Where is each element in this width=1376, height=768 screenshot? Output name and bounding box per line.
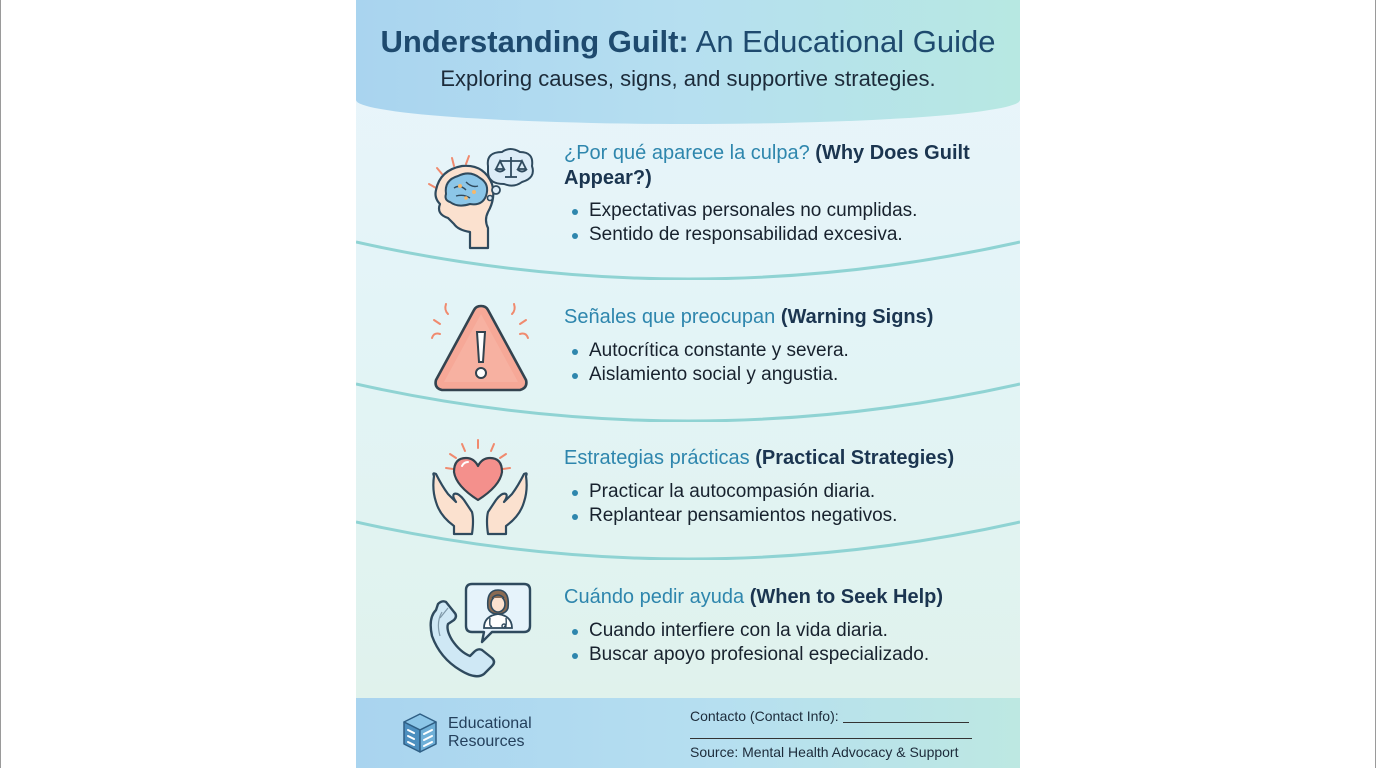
- list-item: Sentido de responsabilidad excesiva.: [564, 223, 917, 247]
- section-why-guilt: [356, 124, 1020, 252]
- list-item: Autocrítica constante y severa.: [564, 339, 849, 363]
- page-edge-left: [0, 0, 1, 768]
- bullet-list: [564, 339, 849, 387]
- bullet-list: [564, 619, 929, 667]
- list-item: Replantear pensamientos negativos.: [564, 504, 897, 528]
- section-title-es: Estrategias prácticas: [564, 447, 750, 469]
- section-title-es: Cuándo pedir ayuda: [564, 586, 745, 608]
- list-item: Aislamiento social y angustia.: [564, 363, 849, 387]
- section-title: [564, 585, 994, 610]
- section-title: [564, 446, 994, 471]
- page-title: [356, 24, 1020, 60]
- section-title-en: (Practical Strategies): [755, 447, 955, 469]
- section-title: [564, 141, 994, 191]
- section-divider: [356, 520, 1020, 560]
- list-item: Practicar la autocompasión diaria.: [564, 480, 897, 504]
- section-divider: [356, 240, 1020, 280]
- head-with-scale-thought-icon: [426, 144, 536, 254]
- footer-bar: [356, 698, 1020, 768]
- list-item: Cuando interfiere con la vida diaria.: [564, 619, 929, 643]
- logo-text-line2: Resources: [448, 733, 525, 750]
- section-title-es: Señales que preocupan: [564, 306, 776, 328]
- logo-text: [448, 715, 532, 751]
- contact-blank-line: [843, 722, 969, 723]
- section-title-en: (When to Seek Help): [749, 586, 944, 608]
- source-credit: Source: Mental Health Advocacy & Support: [690, 744, 959, 760]
- list-item: Expectativas personales no cumplidas.: [564, 199, 917, 223]
- title-bold: Understanding Guilt:: [380, 24, 689, 59]
- contact-label: Contacto (Contact Info):: [690, 708, 839, 724]
- guilt-infographic: [356, 0, 1020, 768]
- educational-resources-logo-icon: [400, 712, 440, 754]
- section-when-to-seek-help: [356, 562, 1020, 698]
- logo-text-line1: Educational: [448, 715, 532, 732]
- phone-doctor-chat-icon: [426, 578, 536, 688]
- section-title-en: (Why Does Guilt Appear?): [564, 142, 970, 189]
- section-warning-signs: [356, 280, 1020, 390]
- list-item: Buscar apoyo profesional especializado.: [564, 643, 929, 667]
- page-subtitle: Exploring causes, signs, and supportive strategies.: [440, 66, 936, 91]
- section-title-en: (Warning Signs): [780, 306, 934, 328]
- title-rest: An Educational Guide: [688, 24, 996, 59]
- header-banner: [356, 0, 1020, 124]
- contact-info: [690, 708, 969, 724]
- contact-blank-line-2: [690, 738, 972, 739]
- section-title: [564, 305, 994, 330]
- section-title-es: ¿Por qué aparece la culpa?: [564, 142, 810, 164]
- section-divider: [356, 382, 1020, 422]
